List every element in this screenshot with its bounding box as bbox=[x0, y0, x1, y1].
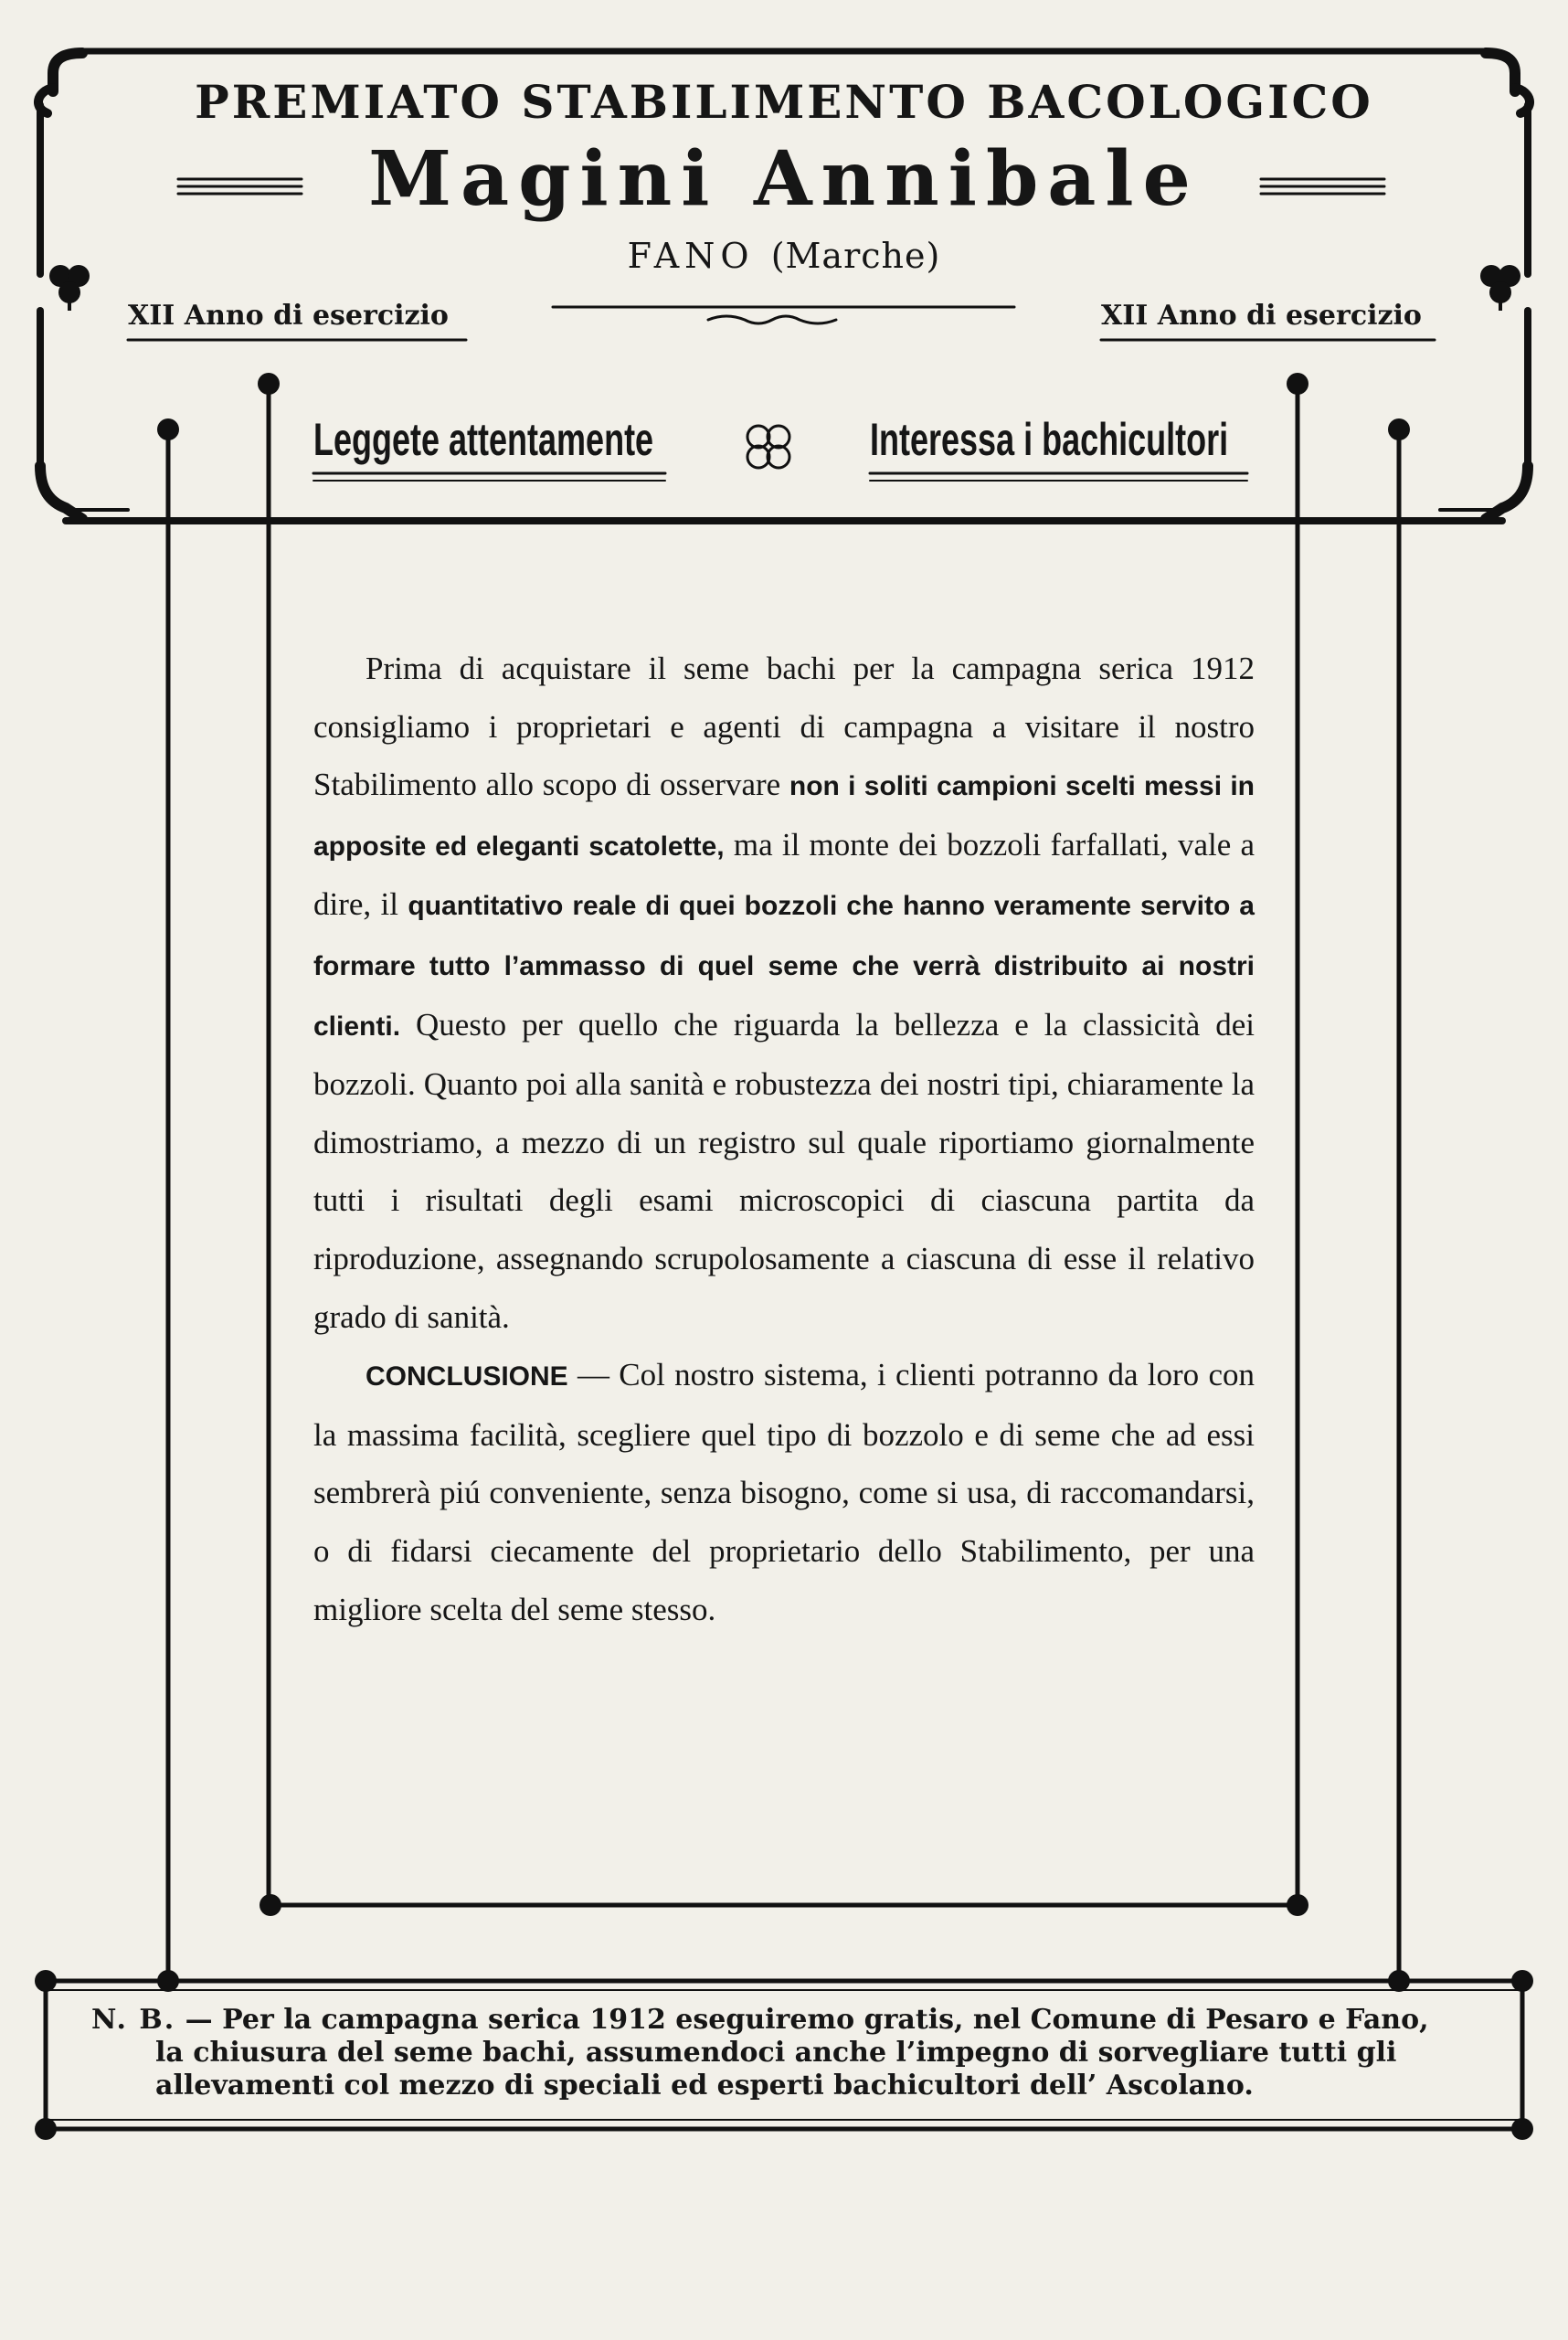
text-segment-bold: non i soliti campioni scelti messi in apposite ed eleganti scatolette, bbox=[313, 771, 1255, 862]
conclusion-text: — Col nostro sistema, i clienti potranno da loro con la massima facilità, scegliere quel tipo di bozzolo e di seme che ad essi sembrerà piú conveniente, senza bisogno, come si usa, di raccomandarsi, o di fidarsi ciecamente del proprietario dello Stabilimento, per una migliore scelta del seme stesso. bbox=[313, 1357, 1255, 1627]
tagline-right: Interessa i bachicultori bbox=[870, 414, 1229, 465]
text-segment: ma il monte dei bozzoli farfallati, vale a dire, il bbox=[313, 826, 1255, 923]
text-segment-bold: quantitativo reale di quei bozzoli che hanno veramente servito a formare tutto l’ammasso di quel seme che verrà distribuito ai nostri clienti. bbox=[313, 891, 1255, 1042]
note-line-2: la chiusura del seme bachi, assumendoci anche l’impegno di sorvegliare tutti gli bbox=[155, 2037, 1397, 2069]
region: (Marche) bbox=[770, 236, 941, 276]
year-label-right: XII Anno di esercizio bbox=[1101, 300, 1422, 332]
note-line-3: allevamenti col mezzo di speciali ed esperti bachicultori dell’ Ascolano. bbox=[155, 2070, 1254, 2102]
main-text bbox=[313, 640, 1255, 1638]
tagline-left: Leggete attentamente bbox=[313, 414, 654, 465]
city-line bbox=[0, 236, 1568, 276]
text-segment: Prima di acquistare il seme bachi per la campagna serica 1912 consigliamo i proprietari e agenti di campagna a visitare il nostro Stabilimento allo scopo di osservare bbox=[313, 651, 1255, 803]
note-label: N. B. bbox=[91, 2004, 176, 2036]
conclusion-paragraph bbox=[313, 1346, 1255, 1638]
header-title: PREMIATO STABILIMENTO BACOLOGICO bbox=[195, 75, 1373, 129]
paragraph-1 bbox=[313, 640, 1255, 1346]
note-line-1: — Per la campagna serica 1912 eseguiremo gratis, nel Comune di Pesaro e Fano, bbox=[185, 2004, 1429, 2036]
conclusion-label: CONCLUSIONE bbox=[366, 1361, 568, 1392]
note-box bbox=[91, 2004, 1471, 2102]
city: FANO bbox=[627, 236, 755, 276]
year-label-left: XII Anno di esercizio bbox=[128, 300, 449, 332]
company-name: Magini Annibale bbox=[368, 135, 1200, 223]
text-segment: Questo per quello che riguarda la bellezza e la classicità dei bozzoli. Quanto poi alla sanità e robustezza dei nostri tipi, chiaramente la dimostriamo, a mezzo di un registro sul quale riportiamo giornalmente tutti i risultati degli esami microscopici di ciascuna partita da riproduzione, assegnando scrupolosamente a ciascuna di esse il relativo grado di sanità. bbox=[313, 1006, 1255, 1335]
